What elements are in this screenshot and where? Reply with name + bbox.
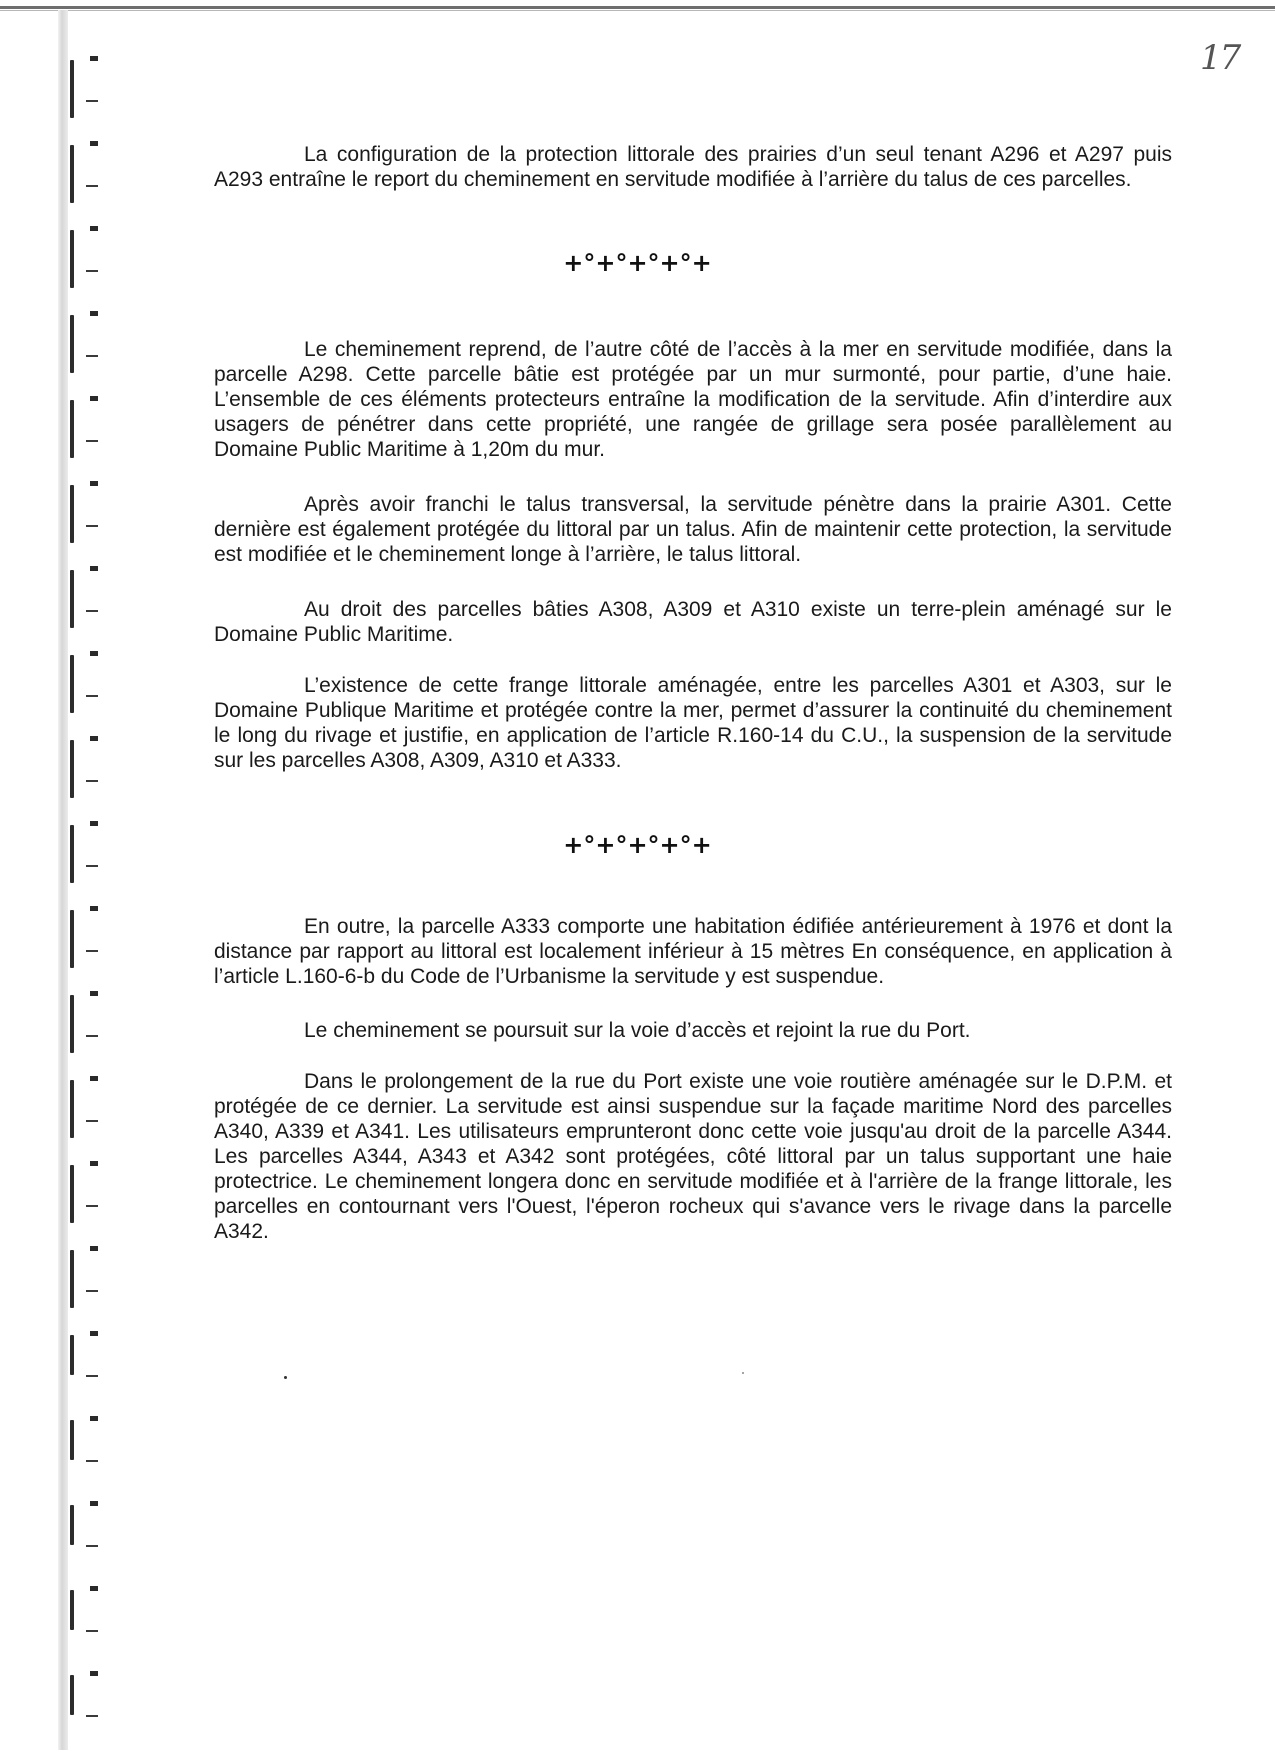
binding-mark xyxy=(86,1120,98,1122)
binding-mark xyxy=(90,1501,98,1506)
binding-hole xyxy=(70,1420,74,1460)
scan-speck xyxy=(284,1376,287,1379)
binding-mark xyxy=(86,100,98,102)
binding-mark xyxy=(86,1545,98,1547)
binding-mark xyxy=(86,1290,98,1292)
binding-mark xyxy=(86,1035,98,1037)
paragraph: L’existence de cette frange littorale aménagée, entre les parcelles A301 et A303, sur le Domaine Publique Maritime et protégée contre la mer, permet d’assurer la continuité du cheminement le long du rivage et justifie, en application de l’article R.160-14 du C.U., la suspension de la servitude sur les parcelles A308, A309, A310 et A333. xyxy=(214,674,1172,772)
binding-mark xyxy=(90,821,98,826)
binding-mark xyxy=(90,1586,98,1591)
binding-hole xyxy=(70,1165,74,1223)
binding-hole xyxy=(70,1590,74,1630)
scan-speck xyxy=(742,1372,744,1374)
top-scan-edge xyxy=(0,6,1275,9)
binding-hole xyxy=(70,1675,74,1715)
binding-mark xyxy=(90,1246,98,1251)
binding-hole xyxy=(70,570,74,628)
binding-mark xyxy=(90,991,98,996)
binding-mark xyxy=(86,185,98,187)
paragraph-4-block xyxy=(214,597,1172,647)
paragraph-8-block xyxy=(214,1069,1172,1244)
top-scan-edge-light xyxy=(0,10,1275,11)
section-separator: +°+°+°+°+ xyxy=(563,831,712,859)
binding-hole xyxy=(70,60,74,118)
binding-hole xyxy=(70,995,74,1053)
paragraph: La configuration de la protection littorale des prairies d’un seul tenant A296 et A297 puis A293 entraîne le report du cheminement en servitude modifiée à l’arrière du talus de ces parcelles. xyxy=(214,143,1172,191)
paragraph-6-block xyxy=(214,914,1172,989)
binding-hole xyxy=(70,1250,74,1308)
binding-hole xyxy=(70,910,74,968)
paragraph-2-block xyxy=(214,337,1172,462)
binding-mark xyxy=(90,1671,98,1676)
binding-mark xyxy=(90,736,98,741)
binding-mark xyxy=(86,950,98,952)
binding-mark xyxy=(90,311,98,316)
binding-hole xyxy=(70,315,74,373)
binding-mark xyxy=(86,440,98,442)
binding-mark xyxy=(90,226,98,231)
paragraph-1-block xyxy=(214,142,1172,192)
paragraph: En outre, la parcelle A333 comporte une habitation édifiée antérieurement à 1976 et dont la distance par rapport au littoral est localement inférieur à 15 mètres En conséquence, en application à l’article L.160-6-b du Code de l’Urbanisme la servitude y est suspendue. xyxy=(214,915,1172,988)
binding-mark xyxy=(90,566,98,571)
binding-mark xyxy=(86,1715,98,1717)
binding-mark xyxy=(86,1460,98,1462)
binding-hole xyxy=(70,740,74,798)
binding-hole xyxy=(70,1335,74,1375)
binding-mark xyxy=(90,1161,98,1166)
binding-mark xyxy=(90,1076,98,1081)
binding-hole xyxy=(70,145,74,203)
paragraph: Au droit des parcelles bâties A308, A309 et A310 existe un terre-plein aménagé sur le Domaine Public Maritime. xyxy=(214,598,1172,646)
binding-mark xyxy=(86,865,98,867)
binding-hole xyxy=(70,655,74,713)
page-number: 17 xyxy=(1200,38,1240,78)
binding-hole xyxy=(70,400,74,458)
paragraph-7-block xyxy=(214,1018,1172,1043)
paragraph-3-block xyxy=(214,492,1172,567)
binding-mark xyxy=(90,56,98,61)
paragraph: Le cheminement reprend, de l’autre côté de l’accès à la mer en servitude modifiée, dans la parcelle A298. Cette parcelle bâtie est protégée par un mur surmonté, pour partie, d’une haie. L’ensemble de ces éléments protecteurs entraîne la modification de la servitude. Afin d’interdire aux usagers de pénétrer dans cette propriété, une rangée de grillage sera posée parallèlement au Domaine Public Maritime à 1,20m du mur. xyxy=(214,338,1172,461)
paragraph-5-block xyxy=(214,673,1172,773)
binding-mark xyxy=(90,651,98,656)
binding-mark xyxy=(86,695,98,697)
binding-hole xyxy=(70,1080,74,1138)
binding-mark xyxy=(86,780,98,782)
binding-mark xyxy=(90,1416,98,1421)
paragraph: Après avoir franchi le talus transversal, la servitude pénètre dans la prairie A301. Cette dernière est également protégée du littoral par un talus. Afin de maintenir cette protection, la servitude est modifiée et le cheminement longe à l’arrière, le talus littoral. xyxy=(214,493,1172,566)
binding-mark xyxy=(90,396,98,401)
paragraph: Dans le prolongement de la rue du Port existe une voie routière aménagée sur le D.P.M. et protégée de ce dernier. La servitude est ainsi suspendue sur la façade maritime Nord des parcelles A340, A339 et A341. Les utilisateurs emprunteront donc cette voie jusqu'au droit de la parcelle A344. Les parcelles A344, A343 et A342 sont protégées, côté littoral par un talus supportant une haie protectrice. Le cheminement longera donc en servitude modifiée et à l'arrière de la frange littorale, les parcelles en contournant vers l'Ouest, l'éperon rocheux qui s'avance vers le rivage dans la parcelle A342. xyxy=(214,1070,1172,1243)
binding-hole xyxy=(70,485,74,543)
binding-mark xyxy=(90,906,98,911)
binding-hole xyxy=(70,1505,74,1545)
binding-mark xyxy=(86,610,98,612)
binding-mark xyxy=(86,355,98,357)
binding-mark xyxy=(86,1375,98,1377)
section-separator: +°+°+°+°+ xyxy=(563,249,712,277)
binding-mark xyxy=(86,525,98,527)
binding-mark xyxy=(90,1331,98,1336)
binding-mark xyxy=(86,1205,98,1207)
paragraph: Le cheminement se poursuit sur la voie d’accès et rejoint la rue du Port. xyxy=(304,1019,971,1042)
binding-mark xyxy=(90,141,98,146)
binding-mark xyxy=(86,1630,98,1632)
binding-mark xyxy=(90,481,98,486)
